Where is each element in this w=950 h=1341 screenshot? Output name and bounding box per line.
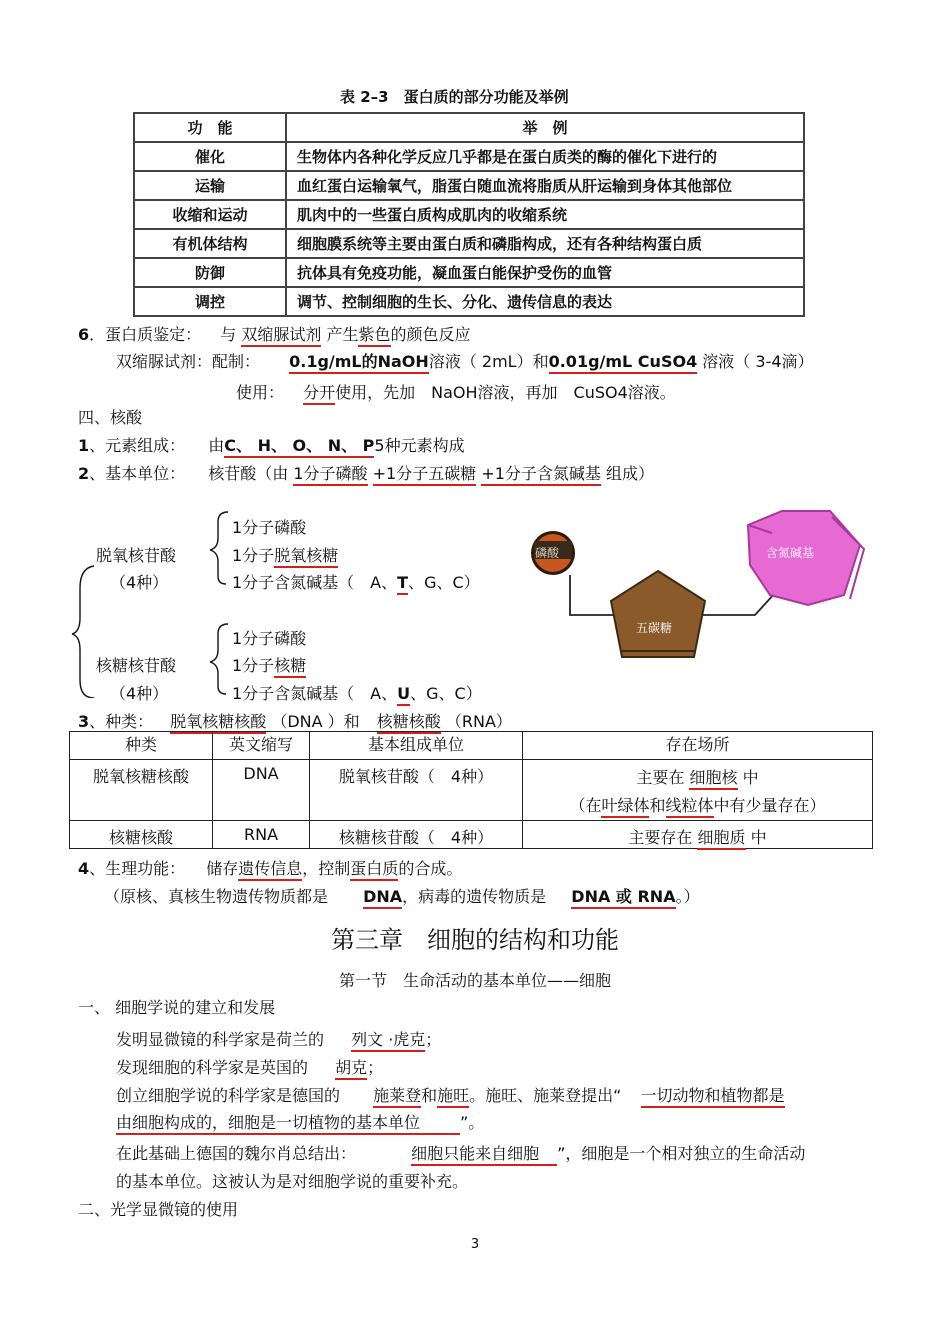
table-row bbox=[134, 287, 804, 316]
answer-blank: 分开 bbox=[303, 383, 335, 405]
ribo-sugar bbox=[232, 653, 306, 676]
item-number: 4 bbox=[78, 859, 90, 878]
location-line bbox=[529, 764, 866, 792]
item-label: 、种类： bbox=[89, 712, 154, 731]
table-row bbox=[134, 229, 804, 258]
text: 产生 bbox=[326, 325, 359, 344]
pentose-label: 五碳糖 bbox=[636, 621, 673, 635]
table-cell: 抗体具有免疫功能，凝血蛋白能保护受伤的血管 bbox=[286, 258, 804, 287]
cell-theory-statement bbox=[116, 1110, 484, 1133]
answer-blank: 线粒体 bbox=[666, 796, 714, 818]
text: 溶液（ 3-4滴） bbox=[702, 352, 814, 371]
text: 由 bbox=[208, 436, 225, 455]
answer-blank: +1分子含氮碱基 bbox=[481, 464, 601, 486]
text: 核苷酸（由 bbox=[208, 464, 289, 483]
text: 储存 bbox=[206, 859, 239, 878]
text: 中 bbox=[742, 768, 759, 787]
item-number: 2 bbox=[78, 464, 90, 483]
ribo-base bbox=[232, 681, 482, 704]
table-header: 种类 bbox=[70, 732, 213, 760]
text: （DNA ）和 bbox=[271, 712, 360, 731]
genetic-material-note bbox=[104, 884, 700, 907]
table-header: 举 例 bbox=[286, 113, 804, 142]
table-cell: 防御 bbox=[134, 258, 286, 287]
text: 中有少量存在） bbox=[713, 796, 826, 815]
virchow-supplement bbox=[116, 1141, 805, 1164]
base-label: 含氮碱基 bbox=[766, 546, 815, 560]
answer-blank: 施旺 bbox=[437, 1086, 469, 1108]
item-number: 3 bbox=[78, 712, 90, 731]
answer-blank: 0.01g/mL CuSO4 bbox=[549, 352, 698, 374]
answer-blank: DNA 或 RNA bbox=[571, 887, 675, 909]
table-row bbox=[134, 171, 804, 200]
text: 5种元素构成 bbox=[374, 436, 465, 455]
answer-blank: 细胞核 bbox=[689, 768, 737, 790]
table-cell: 肌肉中的一些蛋白质构成肌肉的收缩系统 bbox=[286, 200, 804, 229]
text: 1分子 bbox=[232, 546, 275, 565]
table-cell: 收缩和运动 bbox=[134, 200, 286, 229]
text: 和 bbox=[649, 796, 666, 815]
text: 溶液（ 2mL）和 bbox=[428, 352, 549, 371]
item-label: 、基本单位： bbox=[89, 464, 186, 483]
table-cell bbox=[523, 760, 873, 821]
answer-blank: 蛋白质 bbox=[350, 859, 398, 881]
text: ； bbox=[367, 1058, 384, 1077]
table-row bbox=[134, 142, 804, 171]
answer-blank: 施莱登 bbox=[373, 1086, 421, 1108]
deoxynucleotide-name: 脱氧核苷酸 bbox=[96, 546, 177, 565]
table-header: 功 能 bbox=[134, 113, 286, 142]
text: 1分子 bbox=[232, 656, 275, 675]
table-cell: 调节、控制细胞的生长、分化、遗传信息的表达 bbox=[286, 287, 804, 316]
physiological-function bbox=[78, 856, 462, 879]
subsection-heading: 二、光学显微镜的使用 bbox=[78, 1200, 239, 1219]
microscope-inventor bbox=[116, 1027, 441, 1050]
answer-blank: 细胞质 bbox=[697, 828, 745, 850]
answer-blank: 列文 ·虎克 bbox=[351, 1030, 425, 1052]
item-number: 6 bbox=[78, 325, 90, 344]
table-cell: 调控 bbox=[134, 287, 286, 316]
table-row bbox=[134, 200, 804, 229]
answer-blank: T bbox=[397, 573, 408, 595]
ribonucleotide-count: （4种） bbox=[110, 684, 169, 703]
answer-blank: 紫色 bbox=[358, 325, 390, 347]
element-composition bbox=[78, 433, 465, 456]
item-label: 、生理功能： bbox=[89, 859, 186, 878]
text: 中 bbox=[750, 828, 767, 847]
basic-unit bbox=[78, 461, 654, 484]
deoxynucleotide-count: （4种） bbox=[110, 573, 169, 592]
table-cell: DNA bbox=[213, 760, 310, 821]
subsection-heading: 一、 细胞学说的建立和发展 bbox=[78, 998, 276, 1017]
table-cell bbox=[523, 821, 873, 849]
chapter-title: 第三章 细胞的结构和功能 bbox=[331, 926, 619, 954]
table-row bbox=[70, 760, 873, 821]
answer-blank: 0.1g/mL的NaOH bbox=[289, 352, 429, 374]
answer-blank: 脱氧核糖核酸 bbox=[170, 712, 266, 734]
answer-blank: U bbox=[397, 684, 410, 706]
table-row bbox=[70, 821, 873, 849]
nucleic-acid-types bbox=[78, 709, 512, 732]
table1-title: 表 2–3 蛋白质的部分功能及举例 bbox=[340, 88, 569, 106]
answer-blank: 脱氧核糖 bbox=[274, 546, 338, 568]
text: 组成） bbox=[606, 464, 655, 483]
table-cell: 细胞膜系统等主要由蛋白质和磷脂构成，还有各种结构蛋白质 bbox=[286, 229, 804, 258]
text: 使用，先加 NaOH溶液，再加 CuSO4溶液。 bbox=[335, 383, 676, 402]
table-cell: RNA bbox=[213, 821, 310, 849]
answer-blank: 核糖核酸 bbox=[377, 712, 441, 734]
item-label: 、元素组成： bbox=[89, 436, 186, 455]
table-cell: 血红蛋白运输氧气，脂蛋白随血流将脂质从肝运输到身体其他部位 bbox=[286, 171, 804, 200]
text: ，病毒的遗传物质是 bbox=[402, 887, 547, 906]
section-title: 第一节 生命活动的基本单位——细胞 bbox=[338, 971, 611, 990]
protein-identification bbox=[78, 322, 471, 345]
text: ； bbox=[425, 1030, 442, 1049]
answer-blank: +1分子五碳糖 bbox=[373, 464, 477, 486]
text: 1分子含氮碱基（ A、 bbox=[232, 684, 398, 703]
phosphate-label: 磷酸 bbox=[535, 546, 560, 560]
reagent-usage bbox=[236, 380, 676, 403]
text: ”。 bbox=[460, 1113, 485, 1132]
text: 1分子含氮碱基（ A、 bbox=[232, 573, 398, 592]
text: 和 bbox=[421, 1086, 438, 1105]
location-line bbox=[529, 792, 866, 820]
nucleic-acid-table bbox=[69, 731, 873, 849]
text: ”，细胞是一个相对独立的生命活动 bbox=[557, 1144, 806, 1163]
text: ，控制 bbox=[302, 859, 351, 878]
text: 发现细胞的科学家是英国的 bbox=[116, 1058, 309, 1077]
text: 主要在 bbox=[636, 768, 685, 787]
text: 创立细胞学说的科学家是德国的 bbox=[116, 1086, 341, 1105]
answer-blank: DNA bbox=[363, 887, 402, 909]
section-heading: 四、核酸 bbox=[78, 408, 143, 427]
table-cell: 运输 bbox=[134, 171, 286, 200]
answer-blank: 遗传信息 bbox=[238, 859, 302, 881]
label: 双缩脲试剂：配制： bbox=[116, 352, 261, 371]
answer-blank: 由细胞构成的，细胞是一切植物的基本单位 bbox=[116, 1113, 460, 1135]
page-number: 3 bbox=[470, 1237, 480, 1252]
text: 在此基础上德国的魏尔肖总结出： bbox=[116, 1144, 357, 1163]
table-header: 存在场所 bbox=[523, 732, 873, 760]
text: 的合成。 bbox=[398, 859, 463, 878]
text: 。施旺、施莱登提出“ bbox=[469, 1086, 622, 1105]
table-cell: 脱氧核糖核酸 bbox=[70, 760, 213, 821]
table-cell: 脱氧核苷酸（ 4种） bbox=[310, 760, 523, 821]
table-cell: 生物体内各种化学反应几乎都是在蛋白质类的酶的催化下进行的 bbox=[286, 142, 804, 171]
text: 发明显微镜的科学家是荷兰的 bbox=[116, 1030, 325, 1049]
reagent-preparation bbox=[116, 349, 814, 372]
table-cell: 有机体结构 bbox=[134, 229, 286, 258]
deoxy-phosphate: 1分子磷酸 bbox=[232, 518, 307, 537]
text: （RNA） bbox=[445, 712, 512, 731]
table-row bbox=[134, 258, 804, 287]
item-number: 1 bbox=[78, 436, 90, 455]
label: 使用： bbox=[236, 383, 285, 402]
item-label: ．蛋白质鉴定： bbox=[89, 325, 202, 344]
deoxy-base bbox=[232, 570, 480, 593]
ribonucleotide-name: 核糖核苷酸 bbox=[96, 656, 177, 675]
ribo-phosphate: 1分子磷酸 bbox=[232, 629, 307, 648]
text: （原核、真核生物遗传物质都是 bbox=[104, 887, 329, 906]
table-header: 英文缩写 bbox=[213, 732, 310, 760]
text: （在 bbox=[569, 796, 602, 815]
text: 与 bbox=[220, 325, 237, 344]
cell-theory-founders bbox=[116, 1083, 785, 1106]
table-header-row bbox=[70, 732, 873, 760]
text: 的颜色反应 bbox=[390, 325, 471, 344]
text: 、G、C） bbox=[408, 573, 480, 592]
protein-function-table bbox=[133, 112, 805, 317]
answer-blank: 核糖 bbox=[274, 656, 306, 678]
text: 。） bbox=[675, 887, 700, 906]
answer-blank: 1分子磷酸 bbox=[293, 464, 367, 486]
nucleotide-illustration bbox=[520, 505, 880, 670]
answer-blank: 一切动物和植物都是 bbox=[641, 1086, 785, 1108]
answer-blank: 胡克 bbox=[335, 1058, 367, 1080]
virchow-supplement-cont: 的基本单位。这被认为是对细胞学说的重要补充。 bbox=[116, 1172, 469, 1191]
table-cell: 核糖核苷酸（ 4种） bbox=[310, 821, 523, 849]
cell-discoverer bbox=[116, 1055, 383, 1078]
answer-blank: 双缩脲试剂 bbox=[241, 325, 321, 347]
answer-blank: C、 H、 O、 N、 P bbox=[224, 436, 374, 458]
answer-blank: 细胞只能来自细胞 bbox=[411, 1144, 557, 1166]
table-header-row bbox=[134, 113, 804, 142]
text: 主要存在 bbox=[628, 828, 693, 847]
table-header: 基本组成单位 bbox=[310, 732, 523, 760]
table-cell: 核糖核酸 bbox=[70, 821, 213, 849]
table-cell: 催化 bbox=[134, 142, 286, 171]
deoxy-sugar bbox=[232, 543, 338, 566]
answer-blank: 叶绿体 bbox=[601, 796, 649, 818]
text: 、G、C） bbox=[410, 684, 482, 703]
